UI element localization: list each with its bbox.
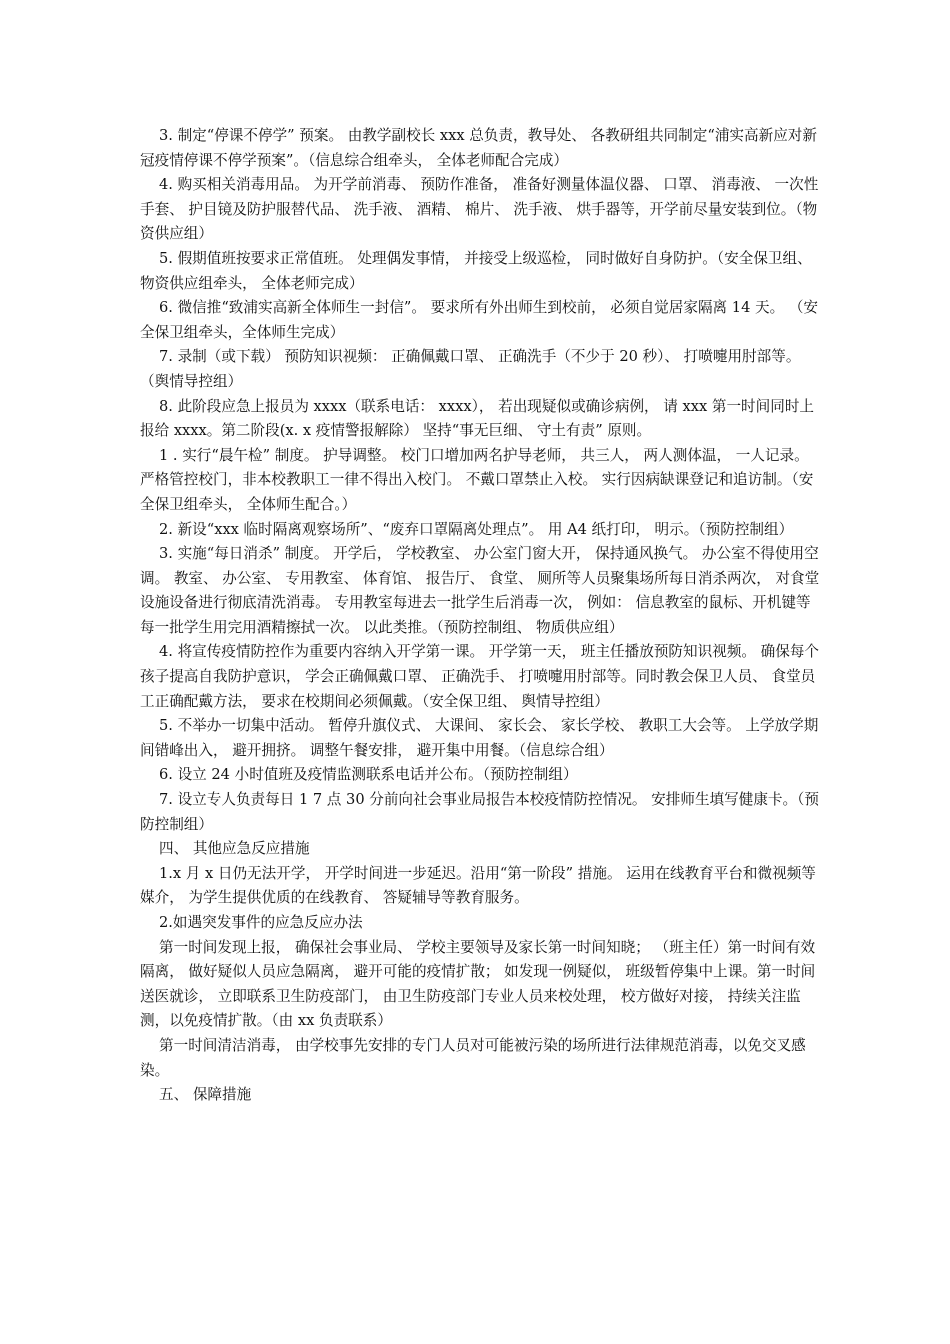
document-body <box>140 124 820 1108</box>
paragraph: 6. 微信推“致浦实高新全体师生一封信”。 要求所有外出师生到校前， 必须自觉居家隔离 14 天。 （安全保卫组牵头，全体师生完成） <box>140 299 819 341</box>
paragraph: 2. 新设“xxx 临时隔离观察场所”、“废弃口罩隔离处理点”。 用 A4 纸打印， 明示。（预防控制组） <box>159 520 794 538</box>
paragraph: 5. 不举办一切集中活动。 暂停升旗仪式、 大课间、 家长会、 家长学校、 教职工大会等。 上学放学期间错峰出入， 避开拥挤。 调整午餐安排， 避开集中用餐。（信息综合组） <box>140 717 819 759</box>
paragraph: 1.x 月 x 日仍无法开学， 开学时间进一步延迟。沿用“第一阶段” 措施。 运用在线教育平台和微视频等媒介， 为学生提供优质的在线教育、 答疑辅导等教育服务。 <box>140 864 816 907</box>
paragraph: 1 . 实行“晨午检” 制度。 护导调整。 校门口增加两名护导老师， 共三人， 两人测体温， 一人记录。 严格管控校门，非本校教职工一律不得出入校门。 不戴口罩禁止入校。 实行因病缺课登记和追访制。（安全保卫组牵头， 全体师生配合。） <box>140 446 814 513</box>
paragraph: 4. 购买相关消毒用品。 为开学前消毒、 预防作准备， 准备好测量体温仪器、 口罩、 消毒液、 一次性手套、 护目镜及防护服替代品、 洗手液、 酒精、 棉片、 洗手液、 烘手器等，开学前尽量安装到位。（物资供应组） <box>140 176 819 243</box>
paragraph: 7. 设立专人负责每日 1 7 点 30 分前向社会事业局报告本校疫情防控情况。 安排师生填写健康卡。（预防控制组） <box>140 791 819 833</box>
paragraph: 第一时间清洁消毒， 由学校事先安排的专门人员对可能被污染的场所进行法律规范消毒，以免交叉感染。 <box>140 1036 806 1079</box>
subsection-heading: 2.如遇突发事件的应急反应办法 <box>159 914 363 931</box>
paragraph: 6. 设立 24 小时值班及疫情监测联系电话并公布。（预防控制组） <box>159 766 578 784</box>
paragraph: 4. 将宣传疫情防控作为重要内容纳入开学第一课。 开学第一天， 班主任播放预防知识视频。 确保每个孩子提高自我防护意识， 学会正确佩戴口罩、 正确洗手、 打喷嚏用肘部等。同时教会保卫人员、 食堂员工正确配戴方法， 要求在校期间必须佩戴。（安全保卫组、 舆情导控组） <box>140 643 820 710</box>
paragraph: 5. 假期值班按要求正常值班。 处理偶发事情， 并接受上级巡检， 同时做好自身防护。（安全保卫组、 物资供应组牵头， 全体老师完成） <box>140 249 812 292</box>
paragraph: 第一时间发现上报， 确保社会事业局、 学校主要领导及家长第一时间知晓； （班主任）第一时间有效隔离， 做好疑似人员应急隔离， 避开可能的疫情扩散； 如发现一例疑似， 班级暂停集中上课。第一时间送医就诊， 立即联系卫生防疫部门， 由卫生防疫部门专业人员来校处理， 校方做好对接， 持续关注监测，以免疫情扩散。（由 xx 负责联系） <box>140 938 816 1030</box>
paragraph: 3. 实施“每日消杀” 制度。 开学后， 学校教室、 办公室门窗大开， 保持通风换气。 办公室不得使用空调。 教室、 办公室、 专用教室、 体育馆、 报告厅、 食堂、 厕所等人员聚集场所每日消杀两次， 对食堂设施设备进行彻底清洗消毒。 专用教室每进去一批学生后消毒一次， 例如： 信息教室的鼠标、开机键等每一批学生用完用酒精擦拭一次。 以此类推。（预防控制组、 物质供应组） <box>140 545 820 636</box>
section-heading: 四、 其他应急反应措施 <box>159 840 310 858</box>
paragraph: 8. 此阶段应急上报员为 xxxx（联系电话： xxxx）， 若出现疑似或确诊病例， 请 xxx 第一时间同时上报给 xxxx。第二阶段(x. x 疫情警报解除） 坚持“事无巨细、 守土有责” 原则。 <box>140 397 815 440</box>
paragraph: 7. 录制（或下载） 预防知识视频： 正确佩戴口罩、 正确洗手（不少于 20 秒）、 打喷嚏用肘部等。（舆情导控组） <box>140 348 801 390</box>
paragraph: 3. 制定“停课不停学” 预案。 由教学副校长 xxx 总负责，教导处、 各教研组共同制定“浦实高新应对新冠疫情停课不停学预案”。（信息综合组牵头， 全体老师配合完成） <box>140 127 817 169</box>
section-heading: 五、 保障措施 <box>159 1086 252 1104</box>
